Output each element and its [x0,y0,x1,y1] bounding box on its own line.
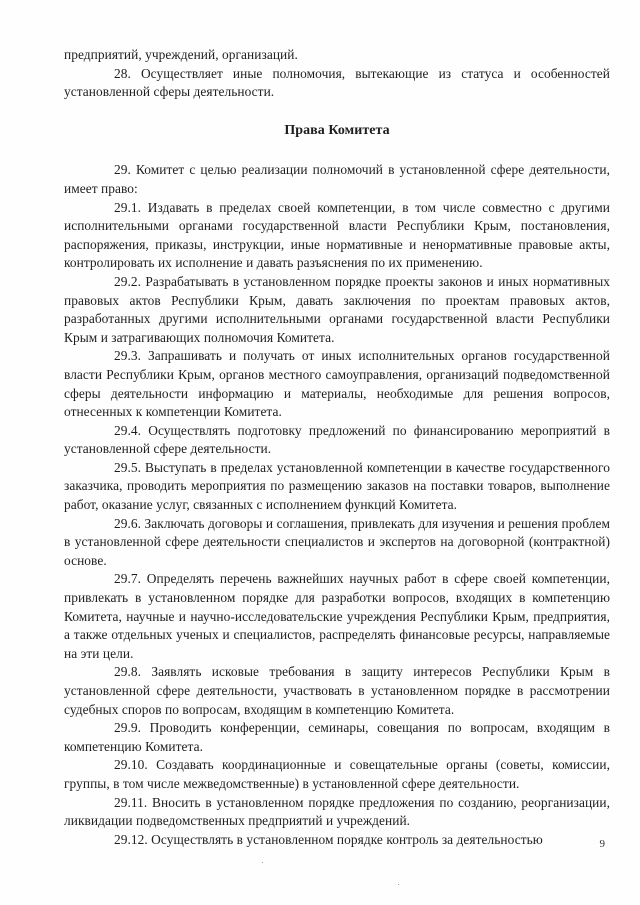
scan-speck [398,884,399,885]
paragraph-29-7: 29.7. Определять перечень важнейших научных работ в сфере своей компетенции, привлекать в установленном порядке для разработки вопросов, входящих в компетенцию Комитета, научные и научно-исследовательские учреждения Республики Крым, предприятия, а также отдельных ученых и специалистов, распределять финансовые ресурсы, направляемые на эти цели. [64,571,610,661]
paragraph-29-8: 29.8. Заявлять исковые требования в защиту интересов Республики Крым в установленной сфере деятельности, участвовать в установленном порядке в рассмотрении судебных споров по вопросам, входящим в компетенцию Комитета. [64,664,610,717]
document-body [64,46,610,849]
paragraph-29-11: 29.11. Вносить в установленном порядке предложения по созданию, реорганизации, ликвидации подведомственных предприятий и учреждений. [64,794,610,829]
paragraph-29-2: 29.2. Разрабатывать в установленном порядке проекты законов и иных нормативных правовых актов Республики Крым, давать заключения по проектам правовых актов, разработанных другими исполнительными органами государственной власти Республики Крым и затрагивающих полномочия Комитета. [64,273,610,345]
paragraph-29-12: 29.12. Осуществлять в установленном порядке контроль за деятельностью [114,831,543,847]
paragraph-28: 28. Осуществляет иные полномочия, вытекающие из статуса и особенностей установленной сферы деятельности. [64,65,610,100]
paragraph-29-5: 29.5. Выступать в пределах установленной компетенции в качестве государственного заказчика, проводить мероприятия по размещению заказов на поставки товаров, выполнение работ, оказание услуг, связанных с исполнением функций Комитета. [64,459,610,513]
paragraph-29: 29. Комитет с целью реализации полномочий в установленной сфере деятельности, имеет право: [64,162,610,196]
paragraph-29-6: 29.6. Заключать договоры и соглашения, привлекать для изучения и решения проблем в установленной сфере деятельности специалистов и экспертов на договорной (контрактной) основе. [64,515,610,568]
paragraph-29-1: 29.1. Издавать в пределах своей компетенции, в том числе совместно с другими исполнительными органами государственной власти Республики Крым, постановления, распоряжения, приказы, инструкции, иные нормативные и ненормативные правовые акты, контролировать их исполнение и давать разъяснения по их применению. [64,199,610,271]
paragraph-29-10: 29.10. Создавать координационные и совещательные органы (советы, комиссии, группы, в том числе межведомственные) в установленной сфере деятельности. [64,757,610,791]
scan-speck [262,862,263,863]
paragraph-29-9: 29.9. Проводить конференции, семинары, совещания по вопросам, входящим в компетенцию Комитета. [64,720,610,754]
paragraph-29-4: 29.4. Осуществлять подготовку предложений по финансированию мероприятий в установленной сфере деятельности. [64,422,610,457]
page-number: 9 [599,838,605,850]
intro-line-1: предприятий, учреждений, организаций. [64,47,298,62]
section-heading: Права Комитета [284,122,390,138]
paragraph-29-3: 29.3. Запрашивать и получать от иных исполнительных органов государственной власти Республики Крым, органов местного самоуправления, организаций подведомственной сферы деятельности информацию и материалы, необходимые для решения вопросов, отнесенных к компетенции Комитета. [64,348,610,420]
